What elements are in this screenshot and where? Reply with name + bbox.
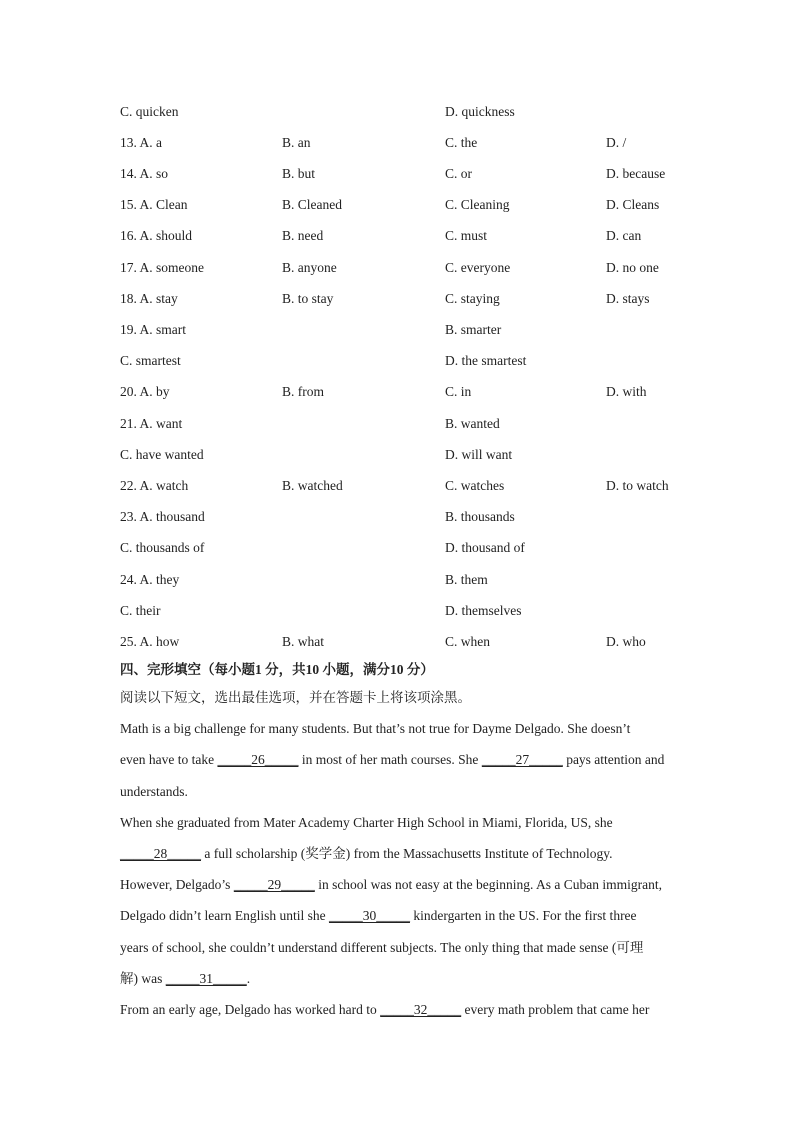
option: C. thousands of bbox=[120, 540, 205, 555]
passage-line bbox=[120, 969, 250, 989]
option: D. to watch bbox=[606, 478, 669, 493]
option: B. wanted bbox=[445, 416, 500, 431]
passage-text: However, Delgado’s bbox=[120, 877, 234, 892]
option: B. but bbox=[282, 166, 316, 181]
option: C. or bbox=[445, 166, 472, 181]
blank-28: _____28_____ bbox=[120, 846, 201, 861]
option: C. Cleaning bbox=[445, 197, 510, 212]
option: D. the smartest bbox=[445, 353, 527, 368]
option: D. who bbox=[606, 634, 646, 649]
passage-text: years of school, she couldn’t understand different subjects. The only thing that made sense (可理 bbox=[120, 940, 644, 955]
passage-line bbox=[120, 719, 630, 739]
passage-line bbox=[120, 782, 188, 802]
option: C. watches bbox=[445, 478, 505, 493]
option: 25. A. how bbox=[120, 634, 180, 649]
passage-line bbox=[120, 906, 637, 926]
option: D. Cleans bbox=[606, 197, 660, 212]
option: 14. A. so bbox=[120, 166, 169, 181]
passage-text: When she graduated from Mater Academy Charter High School in Miami, Florida, US, she bbox=[120, 815, 613, 830]
option: B. from bbox=[282, 384, 324, 399]
option: B. them bbox=[445, 572, 488, 587]
blank-31: _____31_____ bbox=[165, 971, 247, 986]
option: D. with bbox=[606, 384, 647, 399]
passage-line bbox=[120, 750, 664, 770]
option: C. the bbox=[445, 135, 478, 150]
passage-text: in school was not easy at the beginning. As a Cuban immigrant, bbox=[314, 877, 663, 892]
option: C. their bbox=[120, 603, 161, 618]
passage-line bbox=[120, 938, 643, 958]
option: 17. A. someone bbox=[120, 260, 204, 275]
option: B. need bbox=[282, 228, 324, 243]
option: 16. A. should bbox=[120, 228, 193, 243]
option: C. staying bbox=[445, 291, 500, 306]
passage-text: understands. bbox=[120, 784, 188, 799]
option: 21. A. want bbox=[120, 416, 183, 431]
passage-text: kindergarten in the US. For the first three bbox=[409, 908, 637, 923]
option: 23. A. thousand bbox=[120, 509, 205, 524]
option: C. when bbox=[445, 634, 490, 649]
option: B. thousands bbox=[445, 509, 515, 524]
passage-text: Delgado didn’t learn English until she bbox=[120, 908, 329, 923]
option: C. have wanted bbox=[120, 447, 204, 462]
section-instruction: 阅读以下短文，选出最佳选项，并在答题卡上将该项涂黑。 bbox=[120, 690, 471, 705]
passage-text: 解) was bbox=[120, 971, 166, 986]
option: C. everyone bbox=[445, 260, 511, 275]
option: D. will want bbox=[445, 447, 513, 462]
option: D. no one bbox=[606, 260, 659, 275]
passage-text: a full scholarship (奖学金) from the Massachusetts Institute of Technology. bbox=[201, 846, 613, 861]
option: 20. A. by bbox=[120, 384, 170, 399]
option: C. quicken bbox=[120, 104, 179, 119]
blank-32: _____32_____ bbox=[380, 1002, 462, 1017]
option: D. because bbox=[606, 166, 666, 181]
option: D. quickness bbox=[445, 104, 515, 119]
option: B. watched bbox=[282, 478, 343, 493]
option: B. to stay bbox=[282, 291, 334, 306]
blank-26: _____26_____ bbox=[217, 752, 299, 767]
option: D. stays bbox=[606, 291, 650, 306]
passage-text: Math is a big challenge for many students. But that’s not true for Dayme Delgado. She doesn’t bbox=[120, 721, 631, 736]
blank-30: _____30_____ bbox=[328, 908, 410, 923]
option: C. smartest bbox=[120, 353, 181, 368]
option: B. anyone bbox=[282, 260, 337, 275]
passage-line bbox=[120, 813, 613, 833]
passage-line bbox=[120, 1000, 649, 1020]
option: 13. A. a bbox=[120, 135, 162, 150]
passage-text: From an early age, Delgado has worked hard to bbox=[120, 1002, 381, 1017]
passage-text: every math problem that came her bbox=[461, 1002, 650, 1017]
option: 19. A. smart bbox=[120, 322, 186, 337]
passage-line bbox=[120, 844, 612, 864]
option: D. / bbox=[606, 135, 627, 150]
passage-text: in most of her math courses. She bbox=[298, 752, 482, 767]
option: D. can bbox=[606, 228, 642, 243]
option: 22. A. watch bbox=[120, 478, 189, 493]
option: 18. A. stay bbox=[120, 291, 178, 306]
option: D. thousand of bbox=[445, 540, 525, 555]
option: D. themselves bbox=[445, 603, 522, 618]
option: B. what bbox=[282, 634, 324, 649]
option: C. in bbox=[445, 384, 472, 399]
option: 24. A. they bbox=[120, 572, 180, 587]
blank-27: _____27_____ bbox=[481, 752, 563, 767]
option: 15. A. Clean bbox=[120, 197, 188, 212]
passage-text: pays attention and bbox=[562, 752, 665, 767]
passage-text: even have to take bbox=[120, 752, 218, 767]
blank-29: _____29_____ bbox=[233, 877, 315, 892]
option: B. Cleaned bbox=[282, 197, 342, 212]
passage-line bbox=[120, 875, 662, 895]
option: B. smarter bbox=[445, 322, 502, 337]
passage-text: . bbox=[246, 971, 251, 986]
section-heading: 四、完形填空（每小题1 分，共10 小题，满分10 分） bbox=[120, 662, 434, 677]
option: C. must bbox=[445, 228, 488, 243]
option: B. an bbox=[282, 135, 311, 150]
